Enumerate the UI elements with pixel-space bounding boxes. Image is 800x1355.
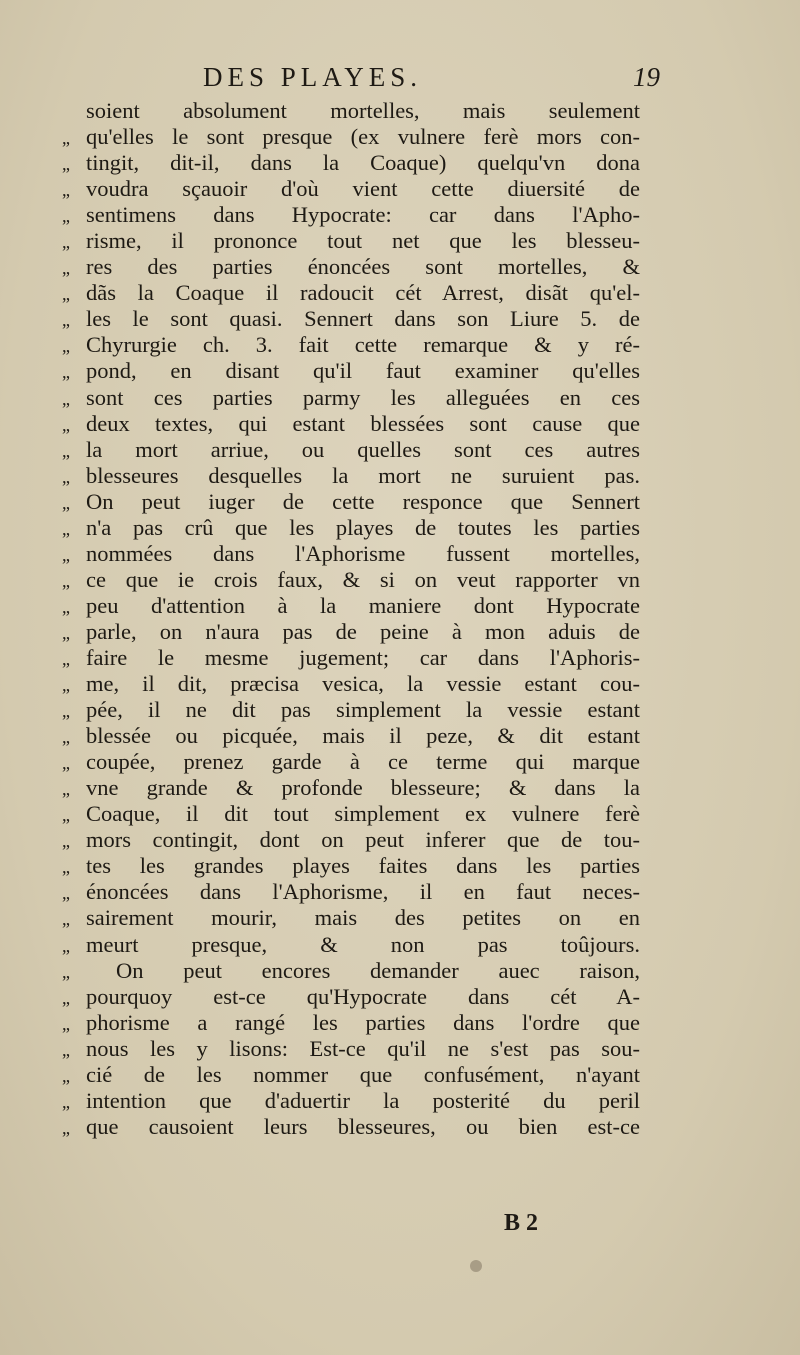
text-line — [62, 280, 640, 306]
quote-mark: „ — [62, 831, 70, 852]
page-header — [60, 62, 660, 98]
quote-mark: „ — [62, 544, 70, 565]
line-text: vne grande & profonde blesseure; & dans la — [86, 775, 640, 801]
text-line — [62, 254, 640, 280]
quote-mark: „ — [62, 1039, 70, 1060]
line-text: meurt presque, & non pas toûjours. — [86, 931, 640, 957]
text-line — [62, 697, 640, 723]
line-text: pourquoy est-ce qu'Hypocrate dans cét A- — [86, 983, 640, 1009]
quote-mark: „ — [62, 388, 70, 409]
text-line — [62, 489, 640, 515]
quote-mark: „ — [62, 518, 70, 539]
line-text: deux textes, qui estant blessées sont cause que — [86, 410, 640, 436]
text-line — [62, 905, 640, 931]
line-text: pée, il ne dit pas simplement la vessie estant — [86, 697, 640, 723]
text-line — [62, 202, 640, 228]
quote-mark: „ — [62, 362, 70, 383]
quote-mark: „ — [62, 492, 70, 513]
line-text: cié de les nommer que confusément, n'ayant — [86, 1061, 640, 1087]
text-line — [62, 619, 640, 645]
quote-mark: „ — [62, 206, 70, 227]
line-text: me, il dit, præcisa vesica, la vessie estant cou- — [86, 671, 640, 697]
text-line — [62, 385, 640, 411]
text-line — [62, 176, 640, 202]
quote-mark: „ — [62, 1013, 70, 1034]
quote-mark: „ — [62, 128, 70, 149]
text-line — [62, 463, 640, 489]
quote-mark: „ — [62, 701, 70, 722]
line-text: risme, il prononce tout net que les blesseu- — [86, 228, 640, 254]
quote-mark: „ — [62, 154, 70, 175]
text-line — [62, 958, 640, 984]
text-line — [62, 827, 640, 853]
line-text: sont ces parties parmy les alleguées en ces — [86, 384, 640, 410]
text-line — [62, 306, 640, 332]
text-line — [62, 437, 640, 463]
text-line — [62, 124, 640, 150]
text-line — [62, 1062, 640, 1088]
line-text: faire le mesme jugement; car dans l'Aphoris- — [86, 644, 640, 670]
quote-mark: „ — [62, 180, 70, 201]
line-text: pond, en disant qu'il faut examiner qu'elles — [86, 358, 640, 384]
line-text: n'a pas crû que les playes de toutes les parties — [86, 514, 640, 540]
line-text: énoncées dans l'Aphorisme, il en faut neces- — [86, 879, 640, 905]
line-text: phorisme a rangé les parties dans l'ordre que — [86, 1009, 640, 1035]
text-line — [62, 671, 640, 697]
line-text: les le sont quasi. Sennert dans son Liure 5. de — [86, 306, 640, 332]
quote-mark: „ — [62, 987, 70, 1008]
line-text: On peut iuger de cette responce que Sennert — [86, 488, 640, 514]
quote-mark: „ — [62, 232, 70, 253]
running-head: DES PLAYES. — [203, 62, 423, 92]
quote-mark: „ — [62, 1117, 70, 1138]
quote-mark: „ — [62, 883, 70, 904]
quote-mark: „ — [62, 727, 70, 748]
text-line — [62, 150, 640, 176]
line-text: sentimens dans Hypocrate: car dans l'Apho- — [86, 202, 640, 228]
quote-mark: „ — [62, 1091, 70, 1112]
text-line — [62, 1114, 640, 1140]
line-text: peu d'attention à la maniere dont Hypocrate — [86, 592, 640, 618]
line-text: soient absolument mortelles, mais seulement — [86, 98, 640, 123]
line-text: parle, on n'aura pas de peine à mon aduis de — [86, 618, 640, 644]
line-text: blessée ou picquée, mais il peze, & dit estant — [86, 723, 640, 749]
text-line — [62, 332, 640, 358]
signature-mark: B 2 — [503, 1210, 538, 1236]
quote-mark: „ — [62, 753, 70, 774]
line-text: sairement mourir, mais des petites on en — [86, 905, 640, 931]
line-text: mors contingit, dont on peut inferer que de tou- — [86, 827, 640, 853]
quote-mark: „ — [62, 596, 70, 617]
quote-mark: „ — [62, 1065, 70, 1086]
line-text: dãs la Coaque il radoucit cét Arrest, disãt qu'el- — [86, 280, 640, 306]
quote-mark: „ — [62, 258, 70, 279]
quote-mark: „ — [62, 648, 70, 669]
text-line — [62, 228, 640, 254]
text-line — [62, 853, 640, 879]
line-text: ce que ie crois faux, & si on veut rapporter vn — [86, 566, 640, 592]
quote-mark: „ — [62, 805, 70, 826]
text-line — [62, 645, 640, 671]
quote-mark: „ — [62, 909, 70, 930]
text-line — [62, 723, 640, 749]
text-line — [62, 879, 640, 905]
quote-mark: „ — [62, 310, 70, 331]
quote-mark: „ — [62, 935, 70, 956]
text-line — [62, 411, 640, 437]
quote-mark: „ — [62, 779, 70, 800]
quote-mark: „ — [62, 336, 70, 357]
quote-mark: „ — [62, 857, 70, 878]
page-number: 19 — [633, 62, 660, 92]
line-text: On peut encores demander auec raison, — [116, 957, 640, 983]
text-line — [62, 358, 640, 384]
line-text: qu'elles le sont presque (ex vulnere ferè mors con- — [86, 124, 640, 150]
text-line — [62, 749, 640, 775]
line-text: res des parties énoncées sont mortelles, & — [86, 254, 640, 280]
quote-mark: „ — [62, 675, 70, 696]
line-text: nommées dans l'Aphorisme fussent mortelles, — [86, 540, 640, 566]
text-line — [62, 775, 640, 801]
text-line — [62, 801, 640, 827]
line-text: Coaque, il dit tout simplement ex vulnere ferè — [86, 801, 640, 827]
text-line — [62, 515, 640, 541]
quote-mark: „ — [62, 622, 70, 643]
line-text: tingit, dit-il, dans la Coaque) quelqu'vn dona — [86, 150, 640, 176]
page-footer — [60, 1210, 638, 1240]
line-text: blesseures desquelles la mort ne suruient pas. — [86, 462, 640, 488]
quote-mark: „ — [62, 570, 70, 591]
text-block — [62, 98, 640, 1140]
text-line — [62, 593, 640, 619]
text-line — [62, 541, 640, 567]
line-text: Chyrurgie ch. 3. fait cette remarque & y ré- — [86, 332, 640, 358]
quote-mark: „ — [62, 961, 70, 982]
text-line — [62, 1088, 640, 1114]
quote-mark: „ — [62, 284, 70, 305]
line-text: voudra sçauoir d'où vient cette diuersité de — [86, 176, 640, 202]
line-text: la mort arriue, ou quelles sont ces autres — [86, 436, 640, 462]
text-line — [62, 932, 640, 958]
quote-mark: „ — [62, 466, 70, 487]
line-text: coupée, prenez garde à ce terme qui marque — [86, 749, 640, 775]
line-text: que causoient leurs blesseures, ou bien est-ce — [86, 1113, 640, 1139]
text-line — [62, 1036, 640, 1062]
line-text: nous les y lisons: Est-ce qu'il ne s'est pas sou- — [86, 1035, 640, 1061]
ink-stain — [470, 1260, 482, 1272]
text-line — [62, 1010, 640, 1036]
text-line — [62, 984, 640, 1010]
quote-mark: „ — [62, 414, 70, 435]
quote-mark: „ — [62, 440, 70, 461]
line-text: tes les grandes playes faites dans les parties — [86, 853, 640, 879]
text-line — [62, 567, 640, 593]
line-text: intention que d'aduertir la posterité du peril — [86, 1087, 640, 1113]
text-line — [62, 98, 640, 124]
